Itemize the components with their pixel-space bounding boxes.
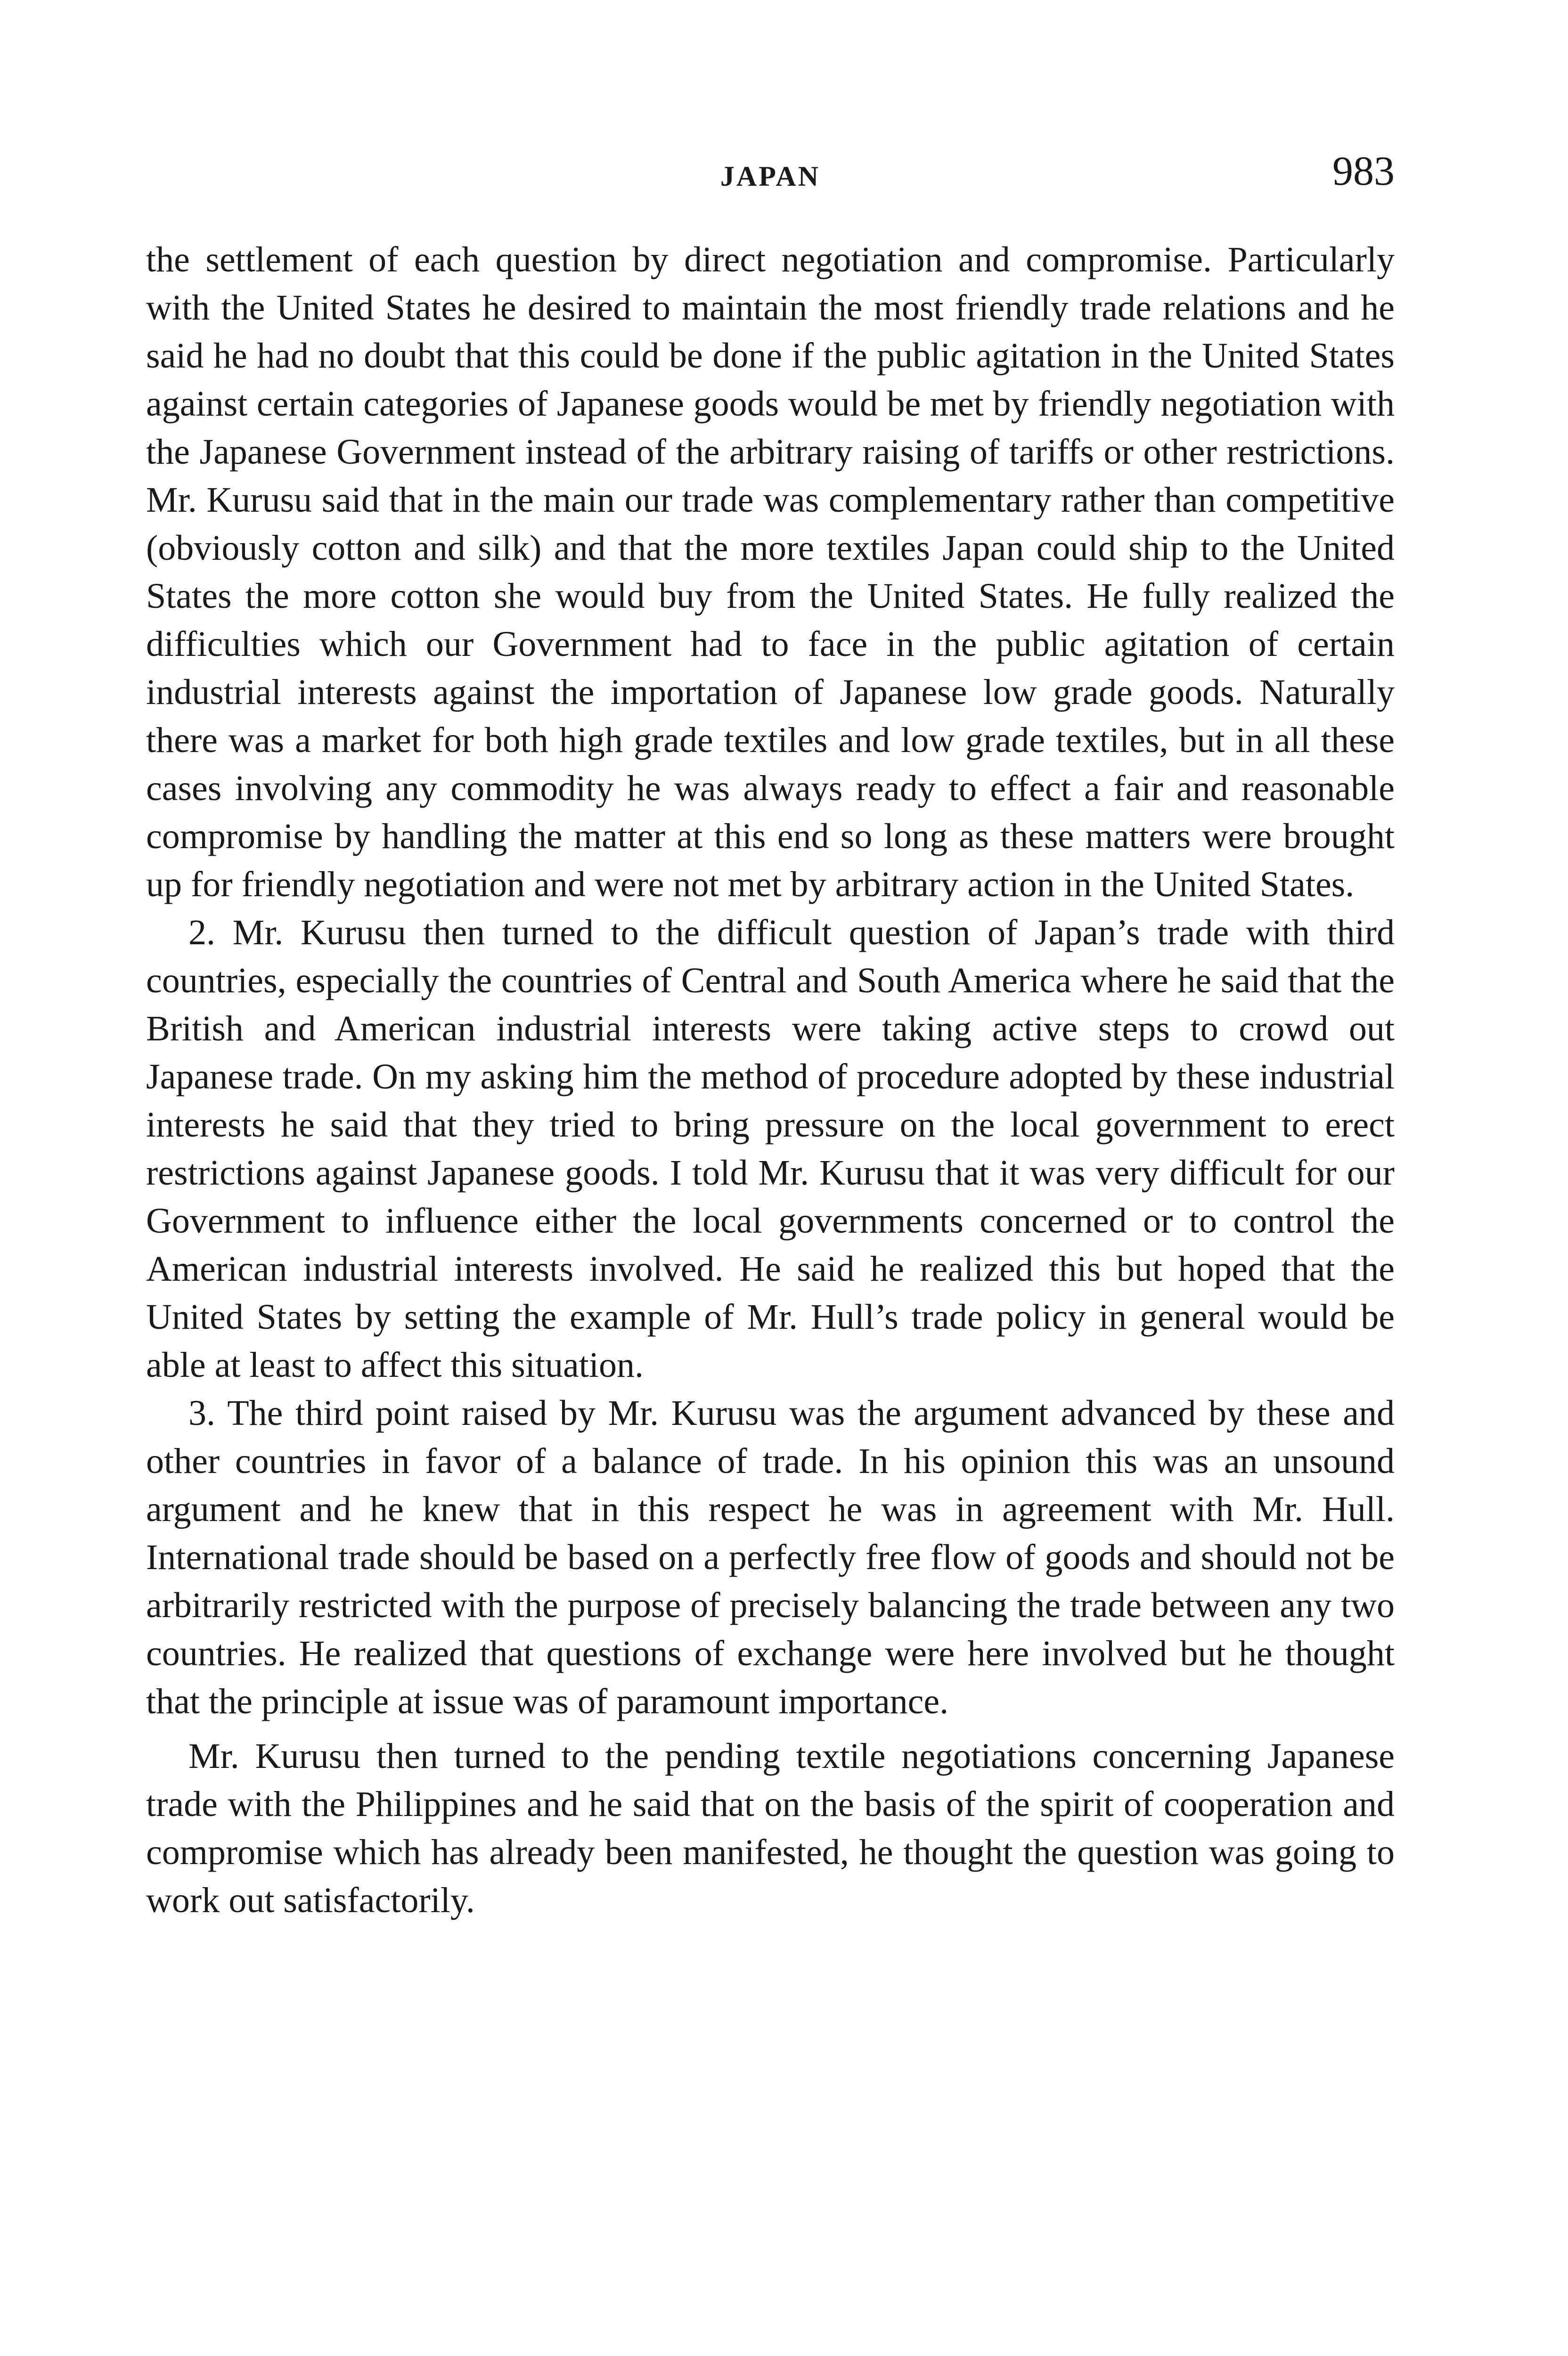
paragraph-textile-negotiations: Mr. Kurusu then turned to the pending textile negotiations concerning Japanese trade with the Philippines and he said that on the basis of the spirit of cooperation and compromise which has already been manifested, he thought the question was going to work out satisfactorily. [146,1736,1395,1920]
running-title: JAPAN [720,161,821,192]
body-text [146,236,1395,1924]
paragraph-continued: the settlement of each question by direct negotiation and compromise. Particularly with the United States he desired to maintain the most friendly trade relations and he said he had no doubt that this could be done if the public agitation in the United States against certain categories of Japanese goods would be met by friendly negotiation with the Japanese Government instead of the arbitrary raising of tariffs or other restrictions. Mr. Kurusu said that in the main our trade was complementary rather than competitive (obviously cotton and silk) and that the more textiles Japan could ship to the United States the more cotton she would buy from the United States. He fully realized the difficulties which our Government had to face in the public agitation of certain industrial interests against the importation of Japanese low grade goods. Naturally there was a market for both high grade textiles and low grade textiles, but in all these cases involving any commodity he was always ready to effect a fair and reasonable compromise by handling the matter at this end so long as these matters were brought up for friendly negotiation and were not met by arbitrary action in the United States. [146,240,1395,904]
paragraph-point-3: 3. The third point raised by Mr. Kurusu was the argument advanced by these and other countries in favor of a balance of trade. In his opinion this was an unsound argument and he knew that in this respect he was in agreement with Mr. Hull. International trade should be based on a perfectly free flow of goods and should not be arbitrarily restricted with the purpose of precisely balancing the trade between any two countries. He realized that questions of exchange were here involved but he thought that the principle at issue was of paramount importance. [146,1393,1395,1721]
page-number: 983 [1332,148,1395,194]
running-header [146,148,1395,203]
paragraph-point-2: 2. Mr. Kurusu then turned to the difficult question of Japan’s trade with third countries, especially the countries of Central and South America where he said that the British and American industrial interests were taking active steps to crowd out Japanese trade. On my asking him the method of procedure adopted by these industrial interests he said that they tried to bring pressure on the local government to erect restrictions against Japanese goods. I told Mr. Kurusu that it was very difficult for our Government to influence either the local governments concerned or to control the American industrial interests involved. He said he realized this but hoped that the United States by setting the example of Mr. Hull’s trade policy in general would be able at least to affect this situation. [146,913,1395,1385]
